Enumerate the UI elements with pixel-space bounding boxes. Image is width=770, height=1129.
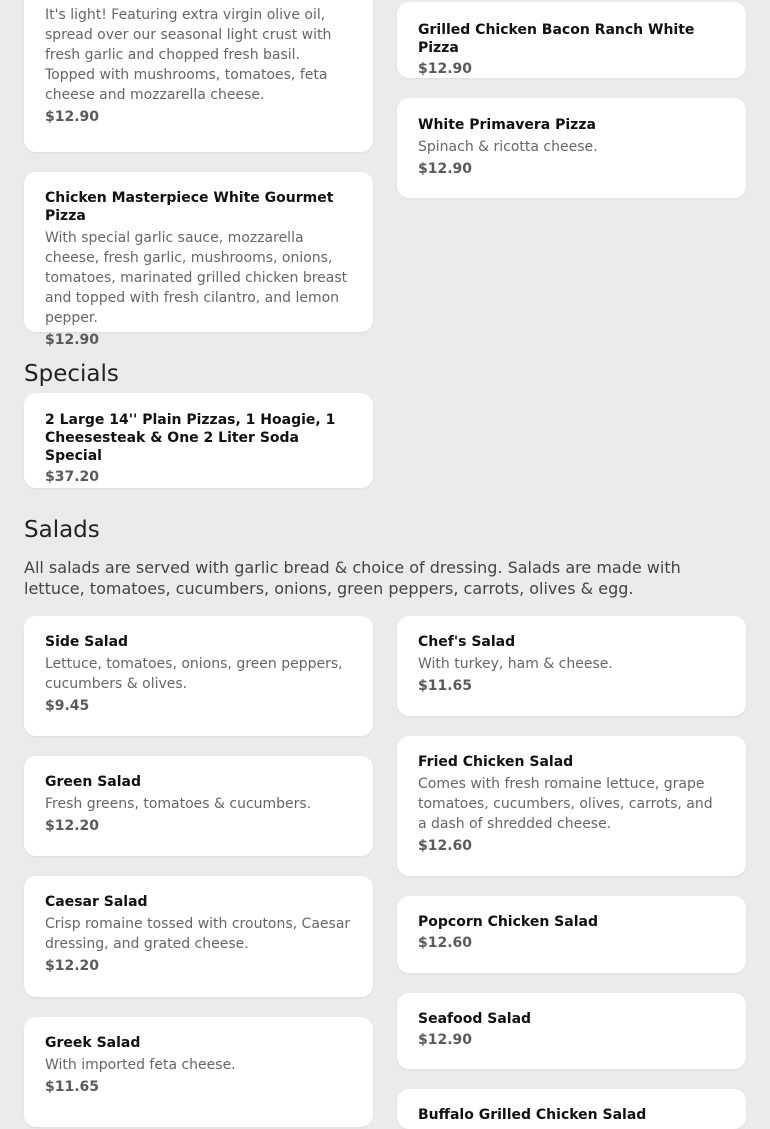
- menu-item-card[interactable]: [24, 876, 373, 997]
- item-price: $11.65: [418, 678, 473, 694]
- menu-item-card[interactable]: [397, 896, 746, 973]
- item-price: $9.45: [45, 698, 90, 714]
- item-description: With special garlic sauce, mozzarella cheese, fresh garlic, mushrooms, onions, tomatoes, marinated grilled chicken breast and topped with fresh cilantro, and lemon pepper.: [45, 230, 348, 326]
- item-name: White Primavera Pizza: [418, 117, 596, 133]
- item-price: $12.60: [418, 838, 473, 854]
- menu-item-card[interactable]: [397, 1089, 746, 1129]
- item-description: With imported feta cheese.: [45, 1057, 236, 1073]
- item-price: $12.20: [45, 818, 100, 834]
- item-price: $11.65: [45, 1079, 100, 1095]
- menu-item-card[interactable]: [24, 756, 373, 856]
- item-name: [45, 0, 352, 2]
- item-name: Buffalo Grilled Chicken Salad: [418, 1107, 647, 1123]
- item-name: Popcorn Chicken Salad: [418, 914, 598, 930]
- item-description: It's light! Featuring extra virgin olive oil, spread over our seasonal light crust with fresh garlic and chopped fresh basil. Topped with mushrooms, tomatoes, feta cheese and mozzarella cheese.: [45, 7, 332, 103]
- item-price: $12.90: [45, 109, 100, 125]
- item-price: $12.90: [418, 161, 473, 177]
- item-name: Greek Salad: [45, 1035, 141, 1051]
- item-description: Crisp romaine tossed with croutons, Caesar dressing, and grated cheese.: [45, 916, 351, 952]
- section-title-salads: Salads: [24, 517, 100, 543]
- menu-item-card[interactable]: [24, 0, 373, 152]
- menu-item-card[interactable]: [24, 616, 373, 736]
- menu-item-card[interactable]: [397, 98, 746, 198]
- item-name: Fried Chicken Salad: [418, 754, 574, 770]
- menu-item-card[interactable]: [24, 1017, 373, 1127]
- section-title-specials: Specials: [24, 361, 119, 387]
- menu-item-card[interactable]: [24, 393, 373, 488]
- item-name: Chicken Masterpiece White Gourmet Pizza: [45, 190, 334, 224]
- item-description: Lettuce, tomatoes, onions, green peppers, cucumbers & olives.: [45, 656, 343, 692]
- item-name: Caesar Salad: [45, 894, 148, 910]
- item-name: Side Salad: [45, 634, 129, 650]
- item-description: With turkey, ham & cheese.: [418, 656, 613, 672]
- item-description: Fresh greens, tomatoes & cucumbers.: [45, 796, 312, 812]
- menu-item-card[interactable]: [397, 616, 746, 716]
- item-name: Grilled Chicken Bacon Ranch White Pizza: [418, 22, 695, 56]
- menu-item-card[interactable]: [397, 736, 746, 876]
- item-price: $12.20: [45, 958, 100, 974]
- item-price: $37.20: [45, 469, 100, 485]
- item-price: $12.60: [418, 935, 473, 951]
- item-name: Chef's Salad: [418, 634, 516, 650]
- item-description: Comes with fresh romaine lettuce, grape tomatoes, cucumbers, olives, carrots, and a dash of shredded cheese.: [418, 776, 713, 832]
- item-name: 2 Large 14'' Plain Pizzas, 1 Hoagie, 1 Cheesesteak & One 2 Liter Soda Special: [45, 412, 336, 464]
- menu-item-card[interactable]: [397, 993, 746, 1069]
- item-description: Spinach & ricotta cheese.: [418, 139, 598, 155]
- item-price: $12.90: [418, 1032, 473, 1048]
- item-name: Seafood Salad: [418, 1011, 532, 1027]
- menu-item-card[interactable]: [397, 2, 746, 78]
- item-name: Green Salad: [45, 774, 142, 790]
- item-price: $12.90: [418, 61, 473, 77]
- menu-item-card[interactable]: [24, 172, 373, 348]
- item-price: $12.90: [45, 332, 100, 348]
- section-description: All salads are served with garlic bread & choice of dressing. Salads are made with lettuce, tomatoes, cucumbers, onions, green peppers, carrots, olives & egg.: [24, 558, 681, 598]
